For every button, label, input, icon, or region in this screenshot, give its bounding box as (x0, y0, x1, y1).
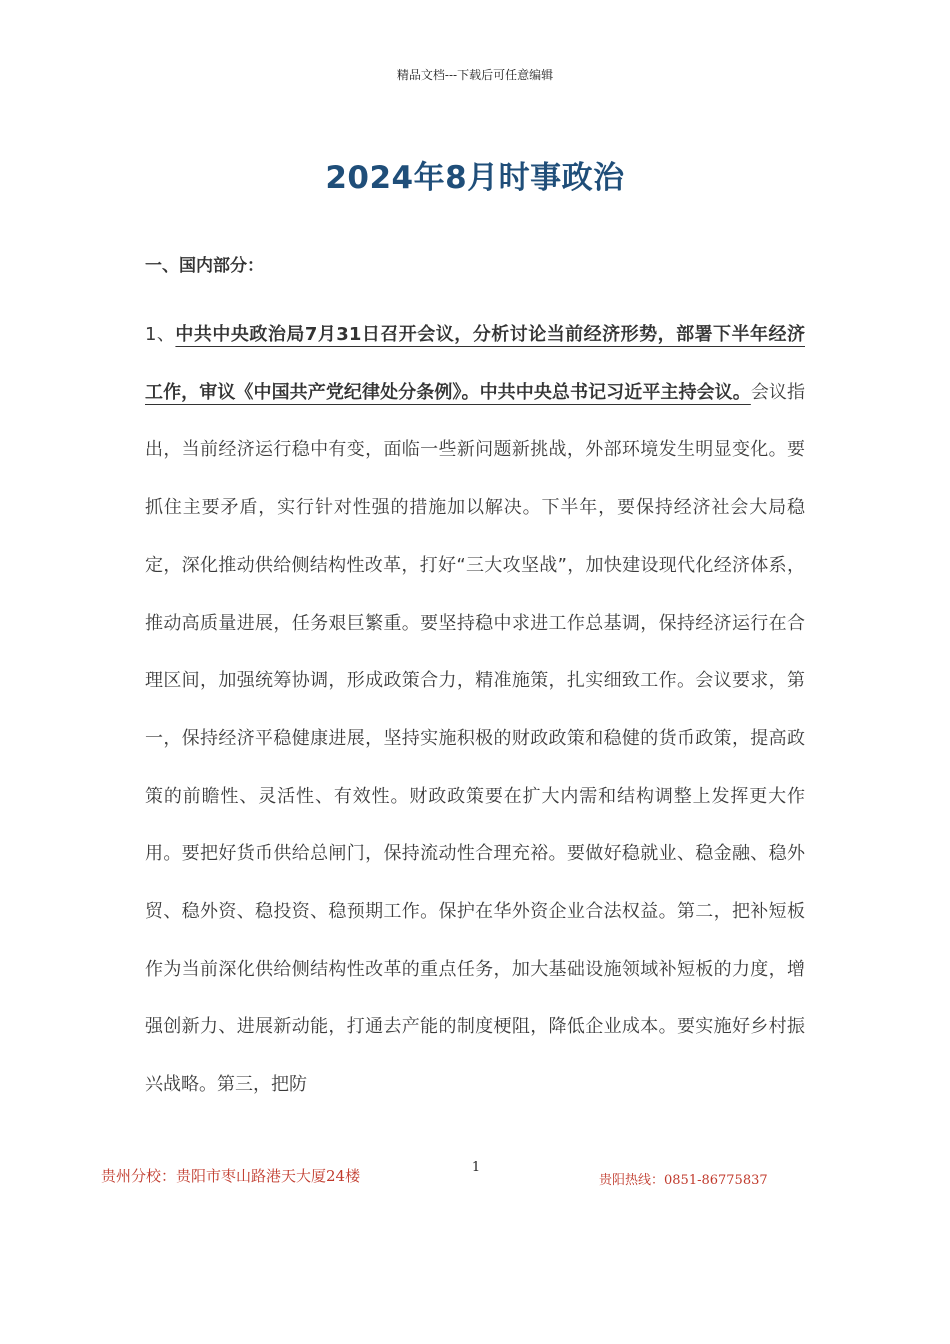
footer-address: 贵州分校：贵阳市枣山路港天大厦24楼 (101, 1167, 361, 1185)
item-number: 1、 (145, 324, 176, 345)
item-body-text: 会议指出，当前经济运行稳中有变，面临一些新问题新挑战，外部环境发生明显变化。要抓住主要矛盾，实行针对性强的措施加以解决。下半年，要保持经济社会大局稳定，深化推动供给侧结构性改革，打好“三大攻坚战”，加快建设现代化经济体系，推动高质量进展，任务艰巨繁重。要坚持稳中求进工作总基调，保持经济运行在合理区间，加强统筹协调，形成政策合力，精准施策，扎实细致工作。会议要求，第一，保持经济平稳健康进展，坚持实施积极的财政政策和稳健的货币政策，提高政策的前瞻性、灵活性、有效性。财政政策要在扩大内需和结构调整上发挥更大作用。要把好货币供给总闸门，保持流动性合理充裕。要做好稳就业、稳金融、稳外贸、稳外资、稳投资、稳预期工作。保护在华外资企业合法权益。第二，把补短板作为当前深化供给侧结构性改革的重点任务，加大基础设施领域补短板的力度，增强创新力、进展新动能，打通去产能的制度梗阻，降低企业成本。要实施好乡村振兴战略。第三，把防 (145, 381, 806, 1096)
footer-hotline: 贵阳热线：0851-86775837 (599, 1173, 768, 1188)
paragraph-1 (145, 306, 805, 1114)
header-note: 精品文档---下载后可任意编辑 (396, 68, 554, 82)
section-heading: 一、国内部分： (145, 256, 264, 276)
item-lead-sentence: 中共中央政治局7月31日召开会议，分析讨论当前经济形势，部署下半年经济工作，审议《中国共产党纪律处分条例》。中共中央总书记习近平主持会议。 (145, 324, 805, 403)
document-title: 2024年8月时事政治 (325, 160, 625, 196)
page-number: 1 (471, 1160, 481, 1175)
